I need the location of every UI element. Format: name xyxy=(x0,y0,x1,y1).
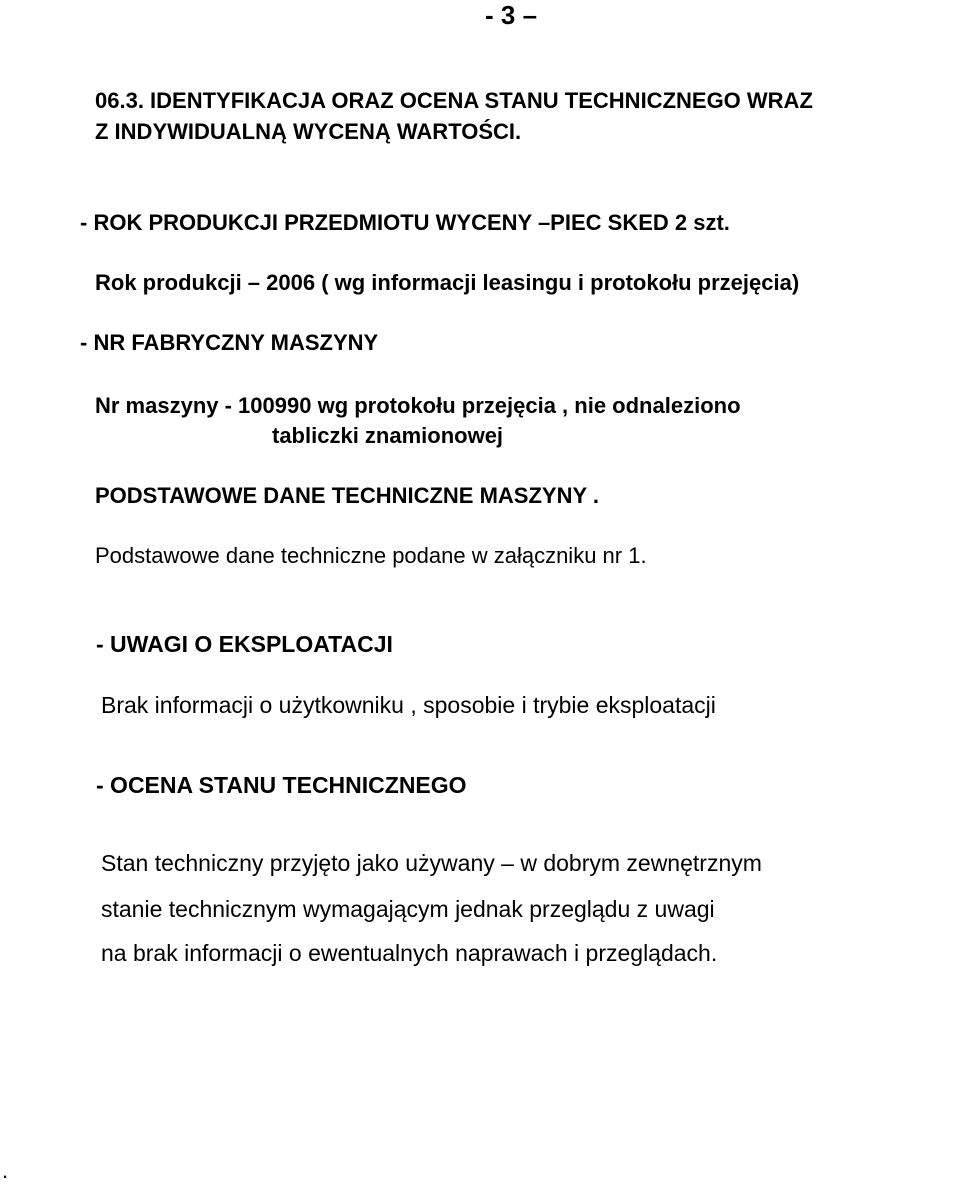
technical-condition-line2: stanie technicznym wymagającym jednak przeglądu z uwagi xyxy=(101,896,715,922)
production-year-text: Rok produkcji – 2006 ( wg informacji leasingu i protokołu przejęcia) xyxy=(95,270,800,295)
operation-notes-heading: - UWAGI O EKSPLOATACJI xyxy=(96,631,393,657)
section-title-line2: Z INDYWIDUALNĄ WYCENĄ WARTOŚCI. xyxy=(95,119,522,144)
serial-number-heading: - NR FABRYCZNY MASZYNY xyxy=(80,330,379,355)
page-number: - 3 – xyxy=(485,0,538,30)
production-year-heading: - ROK PRODUKCJI PRZEDMIOTU WYCENY –PIEC SKED 2 szt. xyxy=(80,210,730,235)
technical-condition-line3: na brak informacji o ewentualnych naprawach i przeglądach. xyxy=(101,940,718,966)
footer-mark: . xyxy=(2,1158,9,1183)
technical-condition-heading: - OCENA STANU TECHNICZNEGO xyxy=(96,772,467,798)
technical-data-heading: PODSTAWOWE DANE TECHNICZNE MASZYNY . xyxy=(95,483,599,508)
serial-number-line1: Nr maszyny - 100990 wg protokołu przejęcia , nie odnaleziono xyxy=(95,393,741,418)
technical-condition-line1: Stan techniczny przyjęto jako używany – w dobrym zewnętrznym xyxy=(101,850,762,876)
section-title-line1: 06.3. IDENTYFIKACJA ORAZ OCENA STANU TECHNICZNEGO WRAZ xyxy=(95,88,813,113)
serial-number-line2: tabliczki znamionowej xyxy=(272,423,504,448)
technical-data-text: Podstawowe dane techniczne podane w załączniku nr 1. xyxy=(95,543,647,568)
operation-notes-text: Brak informacji o użytkowniku , sposobie i trybie eksploatacji xyxy=(101,692,716,718)
